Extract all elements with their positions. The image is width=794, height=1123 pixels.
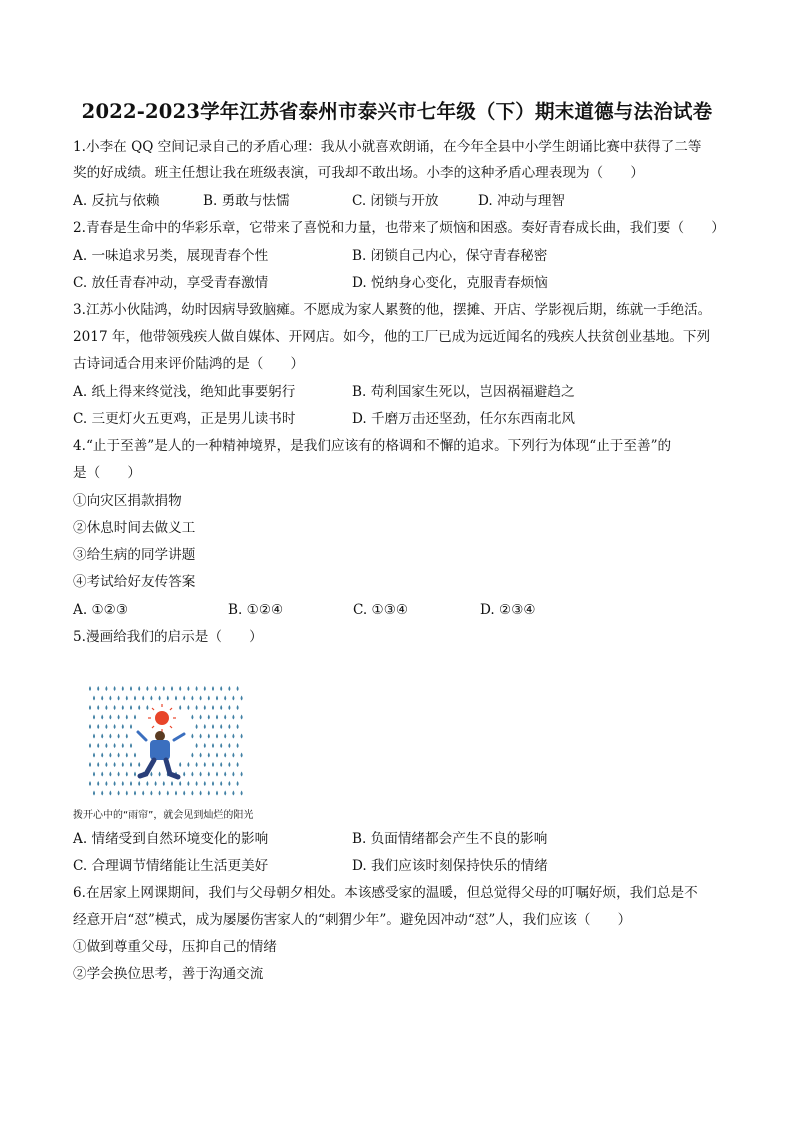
- q1-stem-line-2: 奖的好成绩。班主任想让我在班级表演，可我却不敢出场。小李的这种矛盾心理表现为（ ）: [73, 165, 644, 181]
- q6-stem-line-1: 6.在居家上网课期间，我们与父母朝夕相处。本该感受家的温暖，但总觉得父母的叮嘱好烦，我们总是不: [73, 885, 698, 901]
- q3-stem-line-2: 2017 年，他带领残疾人做自媒体、开网店。如今，他的工厂已成为远近闻名的残疾人扶贫创业基地。下列: [73, 329, 711, 345]
- q4-option-b: B. ①②④: [228, 602, 284, 618]
- q4-stem-line-1: 4.“止于至善”是人的一种精神境界，是我们应该有的格调和不懈的追求。下列行为体现“止于至善”的: [73, 438, 672, 454]
- q3-option-b: B. 苟利国家生死以，岂因祸福避趋之: [352, 384, 575, 400]
- q2-option-d: D. 悦纳身心变化，克服青春烦恼: [352, 275, 548, 291]
- q5-option-d: D. 我们应该时刻保持快乐的情绪: [352, 858, 548, 874]
- q6-item-2: ②学会换位思考，善于沟通交流: [73, 966, 264, 982]
- q5-option-b: B. 负面情绪都会产生不良的影响: [352, 831, 548, 847]
- q3-option-a: A. 纸上得来终觉浅，绝知此事要躬行: [73, 384, 296, 400]
- q6-stem-line-2: 经意开启“怼”模式，成为屡屡伤害家人的“刺猬少年”。避免因冲动“怼”人，我们应该（ ）: [73, 912, 632, 928]
- q1-stem-line-1: 1.小李在 QQ 空间记录自己的矛盾心理：我从小就喜欢朗诵，在今年全县中小学生朗诵比赛中获得了二等: [73, 139, 702, 155]
- cartoon-caption: 拨开心中的“雨帘”，就会见到灿烂的阳光: [73, 810, 254, 821]
- q4-item-3: ③给生病的同学讲题: [73, 547, 196, 563]
- q4-option-a: A. ①②③: [73, 602, 129, 618]
- q1-option-a: A. 反抗与依赖: [73, 193, 160, 209]
- q1-option-b: B. 勇敢与怯懦: [203, 193, 290, 209]
- q5-option-c: C. 合理调节情绪能让生活更美好: [73, 858, 269, 874]
- q4-item-4: ④考试给好友传答案: [73, 574, 196, 590]
- q2-option-a: A. 一味追求另类，展现青春个性: [73, 248, 269, 264]
- q5-stem-line-1: 5.漫画给我们的启示是（ ）: [73, 629, 263, 645]
- q2-option-c: C. 放任青春冲动，享受青春激情: [73, 275, 269, 291]
- q6-item-1: ①做到尊重父母，压抑自己的情绪: [73, 939, 277, 955]
- q4-option-d: D. ②③④: [480, 602, 536, 618]
- q4-item-1: ①向灾区捐款捐物: [73, 493, 182, 509]
- sun-icon: [148, 704, 176, 732]
- q2-option-b: B. 闭锁自己内心，保守青春秘密: [352, 248, 548, 264]
- q3-option-c: C. 三更灯火五更鸡，正是男儿读书时: [73, 411, 296, 427]
- q4-stem-line-2: 是（ ）: [73, 465, 141, 481]
- q3-stem-line-3: 古诗词适合用来评价陆鸿的是（ ）: [73, 356, 305, 372]
- q2-stem-line-1: 2.青春是生命中的华彩乐章，它带来了喜悦和力量，也带来了烦恼和困惑。奏好青春成长曲，我们要（ ）: [73, 220, 725, 236]
- q4-option-c: C. ①③④: [353, 602, 409, 618]
- q3-option-d: D. 千磨万击还坚劲，任尔东西南北风: [352, 411, 575, 427]
- exam-title: 2022-2023学年江苏省泰州市泰兴市七年级（下）期末道德与法治试卷: [81, 100, 713, 123]
- q4-item-2: ②休息时间去做义工: [73, 520, 196, 536]
- q1-option-d: D. 冲动与理智: [478, 193, 566, 209]
- cartoon-rain-sun-image: [86, 682, 244, 800]
- running-boy-figure: [138, 731, 184, 777]
- q3-stem-line-1: 3.江苏小伙陆鸿，幼时因病导致脑瘫。不愿成为家人累赘的他，摆摊、开店、学影视后期，练就一手绝活。: [73, 302, 712, 318]
- q1-option-c: C. 闭锁与开放: [352, 193, 439, 209]
- q5-option-a: A. 情绪受到自然环境变化的影响: [73, 831, 269, 847]
